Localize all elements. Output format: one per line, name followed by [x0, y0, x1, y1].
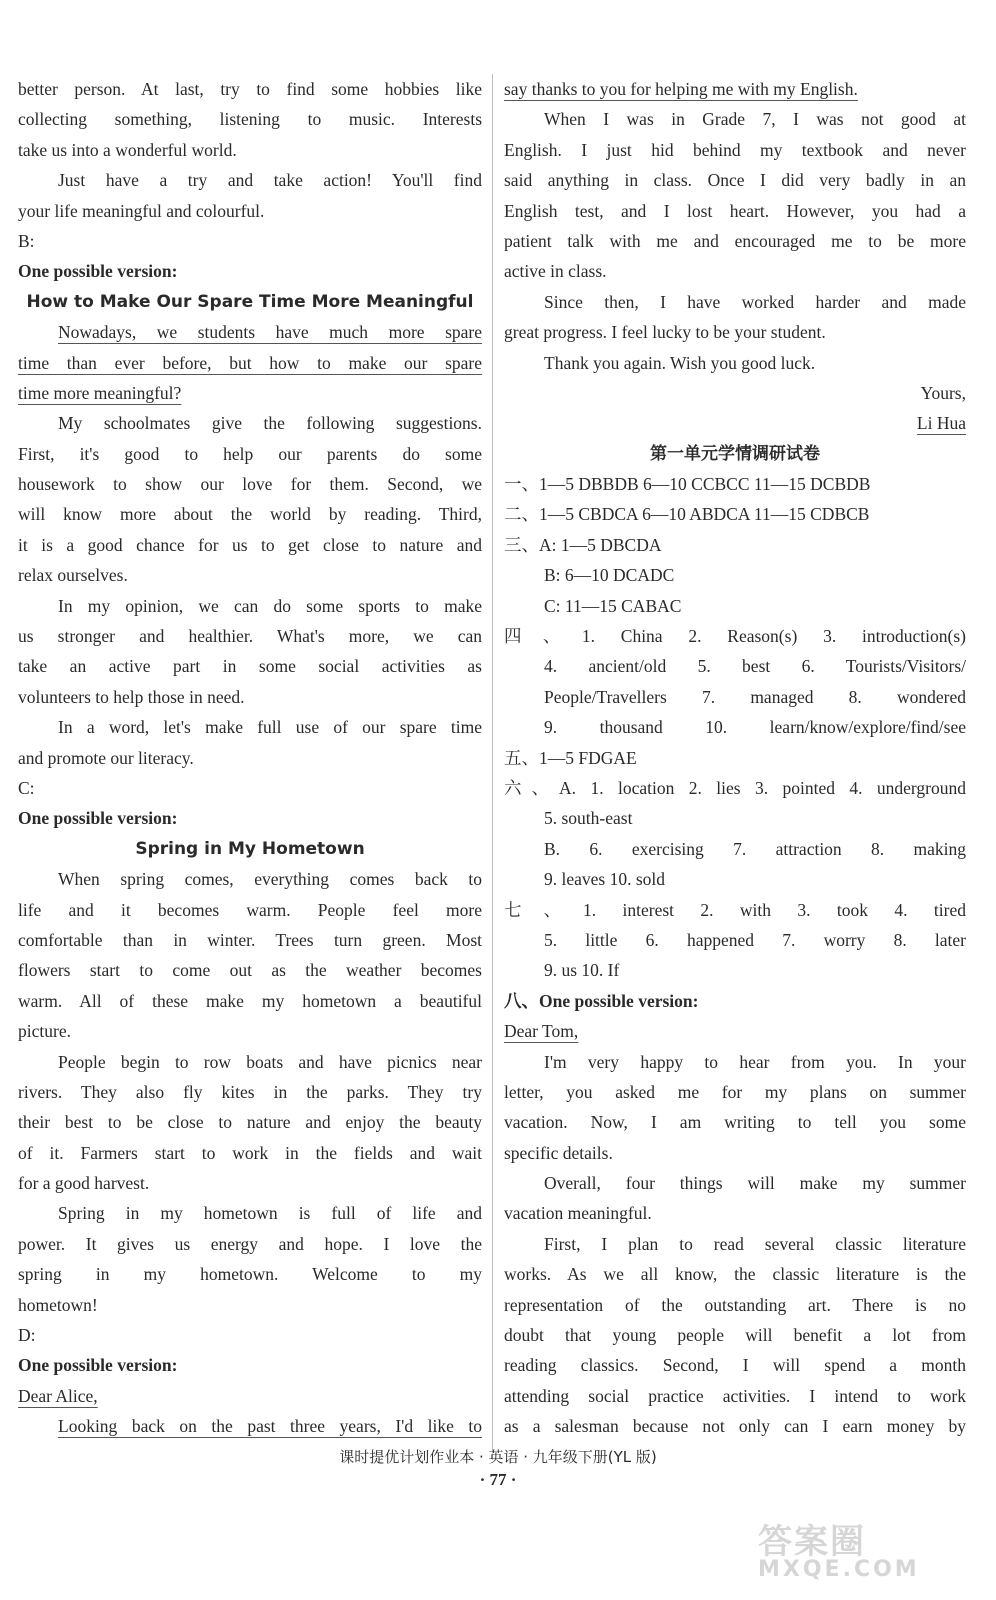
watermark-title: 答案圈 [758, 1522, 866, 1562]
text-line: patient talk with me and encouraged me to be more [504, 230, 966, 251]
text-line: doubt that young people will benefit a lot from [504, 1325, 966, 1346]
text-line: their best to be close to nature and enjoy the beauty [18, 1112, 482, 1133]
text-line: representation of the outstanding art. There is no [504, 1294, 966, 1315]
page-number: · 77 · [479, 1470, 517, 1489]
salutation: Dear Tom, [504, 1021, 579, 1042]
section-label-c: C: [18, 777, 35, 798]
text-line: Just have a try and take action! You'll find [58, 170, 482, 191]
text-line: as a salesman because not only can I earn money by [504, 1416, 966, 1437]
answer-line: B. 6. exercising 7. attraction 8. making [544, 838, 966, 859]
text-line: When I was in Grade 7, I was not good at [544, 109, 966, 130]
text-line: attending social practice activities. I intend to work [504, 1385, 966, 1406]
text-line: flowers start to come out as the weather becomes [18, 960, 482, 981]
answer-line: 五、1—5 FDGAE [504, 747, 637, 768]
text-line: First, I plan to read several classic literature [544, 1233, 966, 1254]
text-line: active in class. [504, 261, 607, 282]
text-line: vacation. Now, I am writing to tell you some [504, 1112, 966, 1133]
left-column [18, 74, 482, 1442]
text-line: Since then, I have worked harder and made [544, 291, 966, 312]
text-line: Spring in my hometown is full of life and [58, 1203, 482, 1224]
text-line: People begin to row boats and have picnics near [58, 1051, 482, 1072]
possible-version-label: One possible version: [18, 808, 178, 829]
text-line: Thank you again. Wish you good luck. [544, 352, 816, 373]
text-line: vacation meaningful. [504, 1203, 652, 1224]
text-line: power. It gives us energy and hope. I love the [18, 1233, 482, 1254]
text-line: English. I just hid behind my textbook and never [504, 139, 966, 160]
text-line: say thanks to you for helping me with my English. [504, 79, 858, 99]
text-line: your life meaningful and colourful. [18, 200, 265, 221]
closing: Yours, [920, 382, 966, 403]
text-line: specific details. [504, 1142, 613, 1163]
answer-line: 二、1—5 CBDCA 6—10 ABDCA 11—15 CDBCB [504, 504, 870, 525]
possible-version-label: One possible version: [18, 261, 178, 282]
text-line: for a good harvest. [18, 1173, 150, 1194]
answer-line: 9. us 10. If [544, 960, 620, 981]
text-line: it is a good chance for us to get close to nature and [18, 534, 482, 555]
answer-line: 9. thousand 10. learn/know/explore/find/see [544, 717, 966, 738]
text-line: time than ever before, but how to make our spare [18, 352, 482, 373]
answer-line: 六、A. 1. location 2. lies 3. pointed 4. underground [504, 777, 966, 798]
text-line: English test, and I lost heart. However, you had a [504, 200, 966, 221]
text-line: us stronger and healthier. What's more, we can [18, 626, 482, 647]
text-line: take an active part in some social activities as [18, 656, 482, 677]
unit-test-heading: 第一单元学情调研试卷 [650, 443, 820, 464]
text-line: relax ourselves. [18, 565, 128, 586]
text-line: Nowadays, we students have much more spare [58, 322, 482, 343]
text-line: In my opinion, we can do some sports to make [58, 595, 482, 616]
text-line: Looking back on the past three years, I'd like to [58, 1416, 482, 1437]
section-label-d: D: [18, 1325, 36, 1346]
possible-version-label: One possible version: [18, 1355, 178, 1376]
text-line: will know more about the world by reading. Third, [18, 504, 482, 525]
text-line: My schoolmates give the following suggestions. [58, 413, 482, 434]
text-line: I'm very happy to hear from you. In your [544, 1051, 966, 1072]
essay-title: How to Make Our Spare Time More Meaningful [26, 291, 474, 312]
answer-line: People/Travellers 7. managed 8. wondered [544, 686, 966, 707]
answer-line: 一、1—5 DBBDB 6—10 CCBCC 11—15 DCBDB [504, 474, 871, 495]
footer-book-title: 课时提优计划作业本 · 英语 · 九年级下册(YL 版) [339, 1448, 657, 1466]
text-line: and promote our literacy. [18, 747, 194, 768]
column-divider [492, 74, 493, 1460]
answer-line: 5. south-east [544, 808, 633, 829]
salutation: Dear Alice, [18, 1385, 98, 1406]
text-line: of it. Farmers start to work in the fields and wait [18, 1142, 482, 1163]
text-line: In a word, let's make full use of our spare time [58, 717, 482, 738]
essay-title: Spring in My Hometown [135, 838, 365, 859]
answer-line: 四、1. China 2. Reason(s) 3. introduction(s) [504, 626, 966, 647]
text-line: collecting something, listening to music. Interests [18, 109, 482, 130]
section-label-b: B: [18, 230, 35, 251]
answer-line: 七、1. interest 2. with 3. took 4. tired [504, 899, 966, 920]
text-line: When spring comes, everything comes back to [58, 869, 482, 890]
answer-line: 三、A: 1—5 DBCDA [504, 534, 662, 555]
text-line: First, it's good to help our parents do some [18, 443, 482, 464]
answer-line: 5. little 6. happened 7. worry 8. later [544, 929, 966, 950]
text-line: said anything in class. Once I did very badly in an [504, 170, 966, 191]
text-line: Overall, four things will make my summer [544, 1173, 966, 1194]
possible-version-label: 八、One possible version: [504, 990, 699, 1011]
text-line: spring in my hometown. Welcome to my [18, 1264, 482, 1285]
signature-text: Li Hua [916, 413, 966, 434]
text-line: works. As we all know, the classic literature is the [504, 1264, 966, 1285]
answer-line: B: 6—10 DCADC [544, 565, 675, 586]
text-line: rivers. They also fly kites in the parks. They try [18, 1081, 482, 1102]
text-line: comfortable than in winter. Trees turn green. Most [18, 929, 482, 950]
text-line: housework to show our love for them. Second, we [18, 474, 482, 495]
text-line: hometown! [18, 1294, 98, 1315]
answer-line: 4. ancient/old 5. best 6. Tourists/Visitors/ [544, 656, 966, 677]
text-line: better person. At last, try to find some hobbies like [18, 79, 482, 99]
answer-line: 9. leaves 10. sold [544, 869, 666, 890]
text-line: time more meaningful? [18, 382, 182, 403]
text-line: volunteers to help those in need. [18, 686, 245, 707]
text-line: great progress. I feel lucky to be your student. [504, 322, 826, 343]
text-line: life and it becomes warm. People feel more [18, 899, 482, 920]
text-line: take us into a wonderful world. [18, 139, 237, 160]
answer-line: C: 11—15 CABAC [544, 595, 682, 616]
right-column [504, 74, 966, 1442]
text-line: warm. All of these make my hometown a beautiful [18, 990, 482, 1011]
watermark-logo [758, 1514, 968, 1580]
text-line: picture. [18, 1021, 71, 1042]
text-line: letter, you asked me for my plans on summer [504, 1081, 966, 1102]
watermark-url: MXQE.COM [758, 1557, 920, 1582]
signature-name [504, 408, 966, 438]
text-line: reading classics. Second, I will spend a month [504, 1355, 966, 1376]
